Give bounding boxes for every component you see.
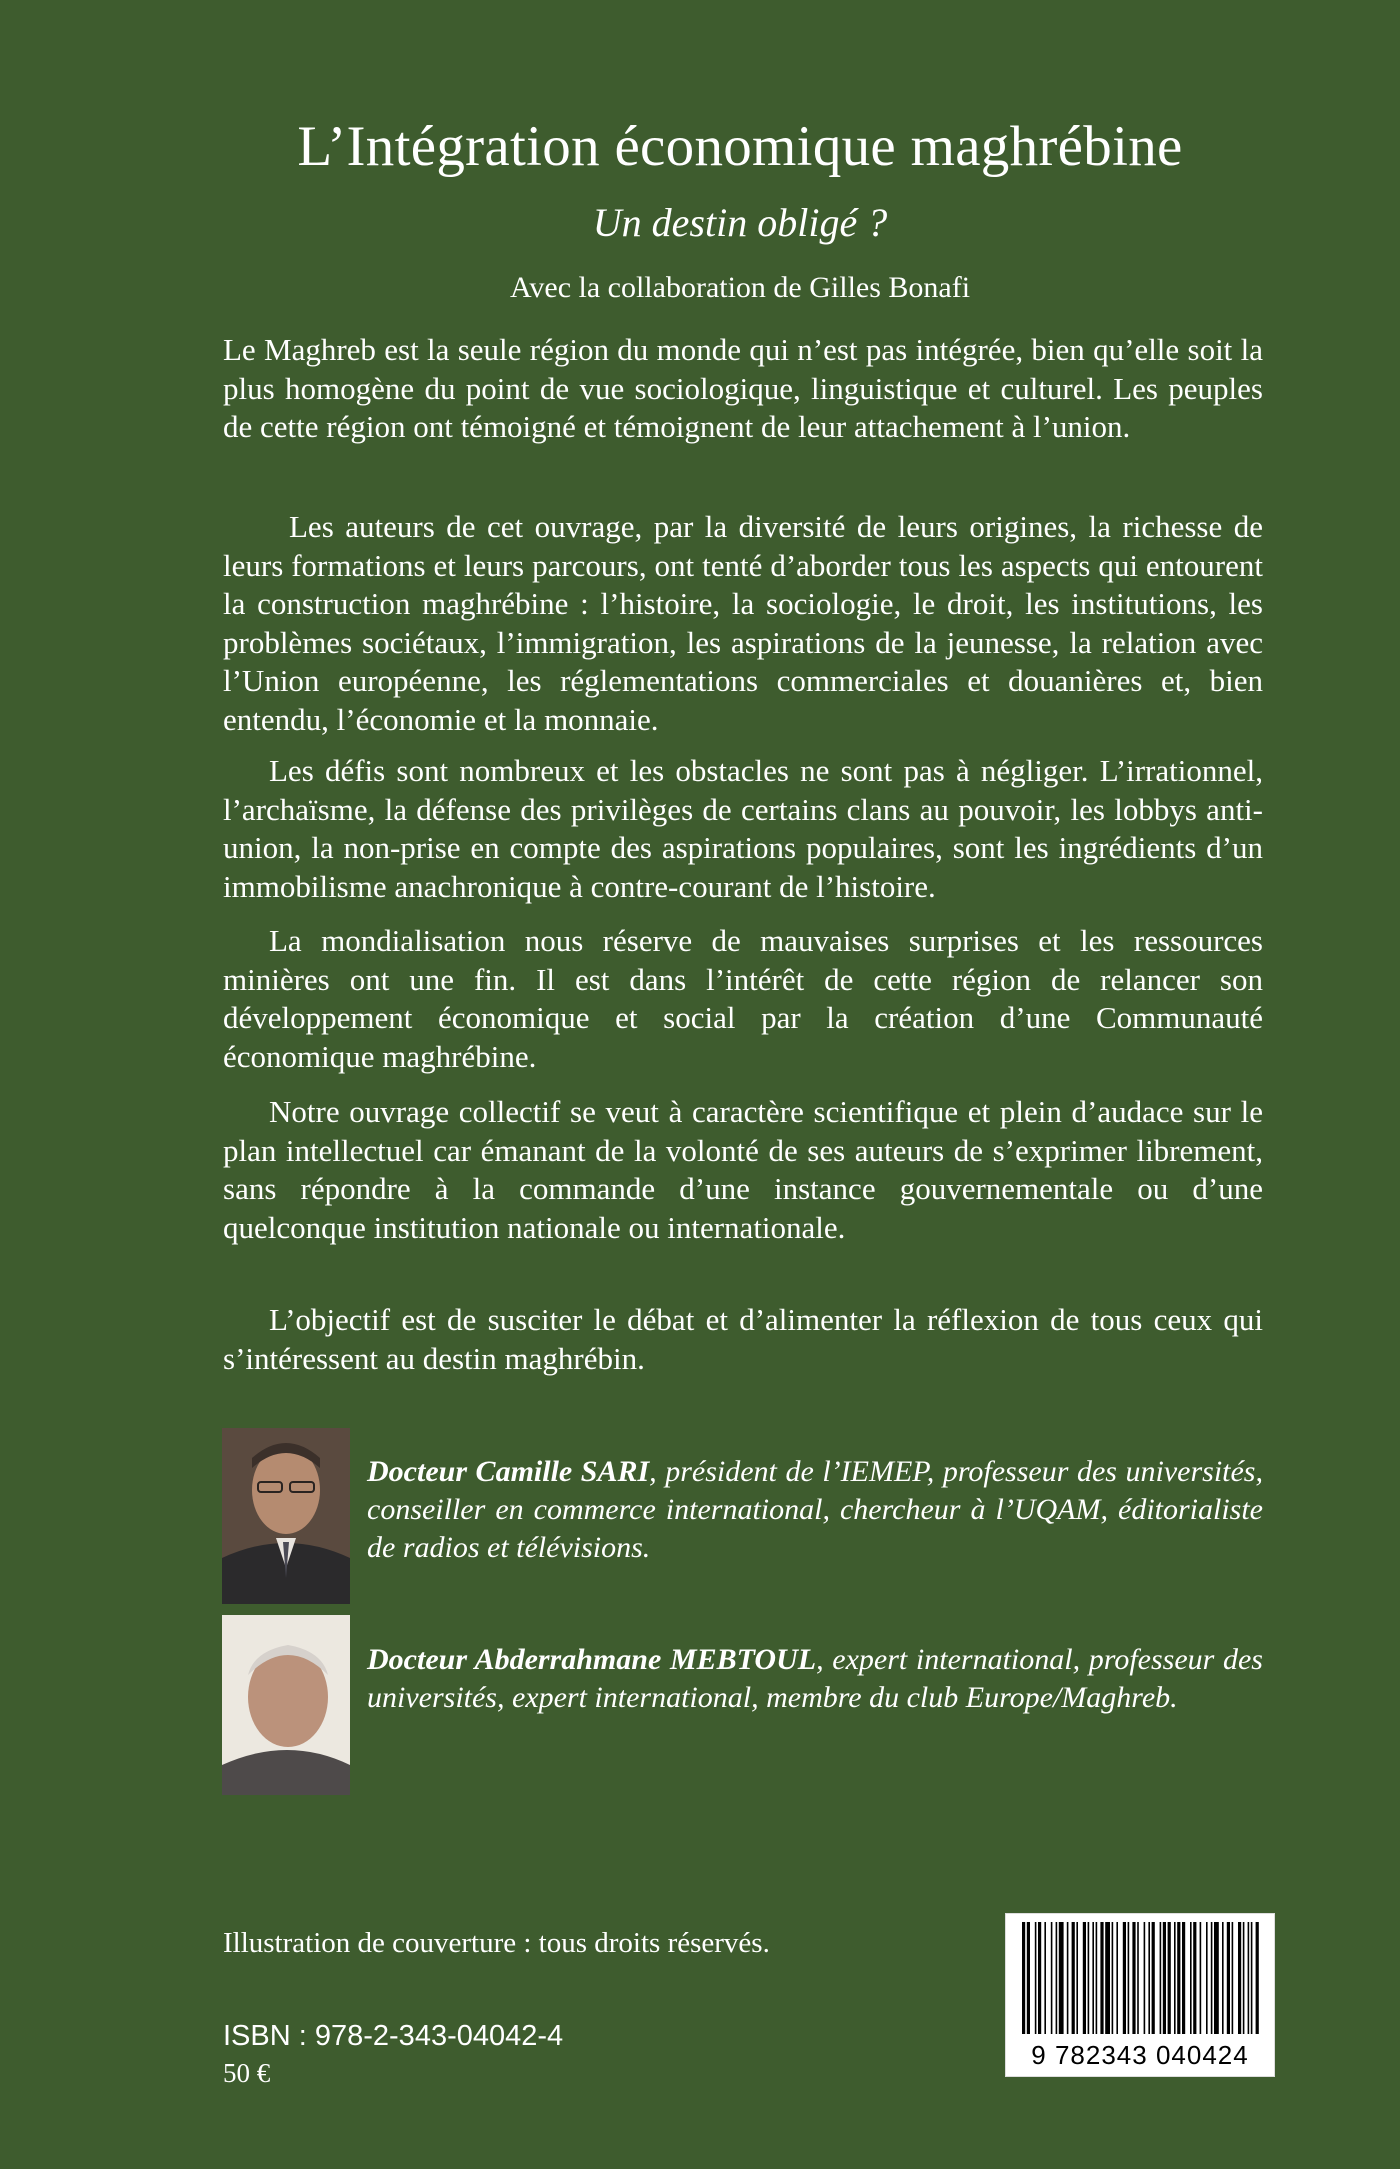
barcode-bar xyxy=(1200,1922,1202,2034)
barcode-bar xyxy=(1100,1922,1103,2034)
paragraph-authors: Les auteurs de cet ouvrage, par la diversité de leurs origines, la richesse de leurs formations et leurs parcours, ont tenté d’aborder tous les aspects qui entourent la construction maghrébine : l’histoire, la sociologie, le droit, les institutions, les problèmes sociétaux, l’immigration, les aspirations de la jeunesse, la relation avec l’Union européenne, les réglementations commerciales et douanières et, bien entendu, l’économie et la monnaie. xyxy=(223,509,1263,737)
barcode-bar xyxy=(1182,1922,1185,2034)
barcode-bar xyxy=(1206,1922,1208,2034)
barcode-bar xyxy=(1243,1922,1245,2034)
barcode-bar xyxy=(1044,1922,1046,2034)
paragraph-collective-work: Notre ouvrage collectif se veut à caractère scientifique et plein d’audace sur le plan intellectuel car émanant de la volonté de ses auteurs de s’exprimer librement, sans répondre à la commande d’une instance gouvernementale ou d’une quelconque institution nationale ou internationale. xyxy=(223,1094,1263,1245)
author-photo-sari xyxy=(222,1428,350,1604)
collaboration-line: Avec la collaboration de Gilles Bonafi xyxy=(509,271,971,304)
author-photo-mebtoul xyxy=(222,1615,350,1795)
author-name-mebtoul: Docteur Abderrahmane MEBTOUL xyxy=(367,1643,817,1676)
barcode-bar xyxy=(1251,1922,1253,2034)
paragraph-challenges: Les défis sont nombreux et les obstacles ne sont pas à négliger. L’irrationnel, l’archaïsme, la défense des privilèges de certains clans au pouvoir, les lobbys anti-union, la non-prise en compte des aspirations populaires, sont les ingrédients d’un immobilisme anachronique à contre-courant de l’histoire. xyxy=(223,753,1263,904)
barcode-bar xyxy=(1112,1922,1114,2034)
barcode-bar xyxy=(1227,1922,1230,2034)
barcode-bar xyxy=(1132,1922,1135,2034)
barcode-bar xyxy=(1137,1922,1139,2034)
barcode-bar xyxy=(1022,1922,1025,2034)
barcode-bar xyxy=(1193,1922,1196,2034)
barcode-bar xyxy=(1076,1922,1078,2034)
barcode-digits: 9 782343 040424 xyxy=(1031,2040,1249,2070)
barcode-bar xyxy=(1116,1922,1118,2034)
barcode-bar xyxy=(1160,1922,1162,2034)
barcode-bar xyxy=(1067,1922,1069,2034)
barcode-bar xyxy=(1051,1922,1053,2034)
barcode-bar xyxy=(1211,1922,1213,2034)
paragraph-globalization: La mondialisation nous réserve de mauvaises surprises et les ressources minières ont une fin. Il est dans l’intérêt de cette région de relancer son développement économique et social par la création d’une Communauté économique maghrébine. xyxy=(223,923,1263,1074)
barcode-bar xyxy=(1238,1922,1241,2034)
barcode-bar xyxy=(1035,1922,1037,2034)
author-bio-mebtoul xyxy=(367,1641,1263,1717)
barcode-bar xyxy=(1072,1922,1075,2034)
barcode-bar xyxy=(1152,1922,1155,2034)
barcode-bar xyxy=(1256,1922,1259,2034)
barcode-bar xyxy=(1232,1922,1234,2034)
barcode-bar xyxy=(1092,1922,1094,2034)
barcode-bar xyxy=(1027,1922,1030,2034)
barcode-bar xyxy=(1038,1922,1041,2034)
barcode xyxy=(1005,1913,1275,2077)
author-description-sari: , président de l’IEMEP, professeur des universités, conseiller en commerce international, chercheur à l’UQAM, éditorialiste de radios et télévisions. xyxy=(367,1455,1263,1564)
barcode-bar xyxy=(1214,1922,1219,2034)
paragraph-objective: L’objectif est de susciter le débat et d’alimenter la réflexion de tous ceux qui s’intéressent au destin maghrébin. xyxy=(223,1302,1263,1376)
author-description-mebtoul: , expert international, professeur des universités, expert international, membre du club Europe/Maghreb. xyxy=(367,1643,1263,1714)
barcode-bar xyxy=(1083,1922,1086,2034)
barcode-bar xyxy=(1174,1922,1176,2034)
book-title: L’Intégration économique maghrébine xyxy=(297,115,1183,178)
illustration-credit: Illustration de couverture : tous droits réservés. xyxy=(223,1927,770,1959)
barcode-bar xyxy=(1144,1922,1146,2034)
barcode-bar xyxy=(1128,1922,1130,2034)
barcode-bar xyxy=(1056,1922,1058,2034)
barcode-bars xyxy=(1018,1922,1262,2040)
paragraph-intro: Le Maghreb est la seule région du monde qui n’est pas intégrée, bien qu’elle soit la plus homogène du point de vue sociologique, linguistique et culturel. Les peuples de cette région ont témoigné et témoignent de leur attachement à l’union. xyxy=(223,332,1263,444)
barcode-bar xyxy=(1096,1922,1098,2034)
barcode-bar xyxy=(1088,1922,1090,2034)
barcode-bar xyxy=(1105,1922,1110,2034)
barcode-bar xyxy=(1177,1922,1180,2034)
barcode-bar xyxy=(1190,1922,1192,2034)
isbn-number: ISBN : 978-2-343-04042-4 xyxy=(223,2020,564,2052)
barcode-bar xyxy=(1148,1922,1150,2034)
author-bio-sari xyxy=(367,1453,1263,1567)
book-subtitle: Un destin obligé ? xyxy=(592,200,888,245)
barcode-bar xyxy=(1248,1922,1250,2034)
barcode-bar xyxy=(1168,1922,1171,2034)
price: 50 € xyxy=(223,2058,271,2088)
barcode-bar xyxy=(1059,1922,1064,2034)
author-name-sari: Docteur Camille SARI xyxy=(367,1455,650,1488)
barcode-bar xyxy=(1123,1922,1126,2034)
barcode-bar xyxy=(1163,1922,1166,2034)
barcode-bar xyxy=(1222,1922,1224,2034)
